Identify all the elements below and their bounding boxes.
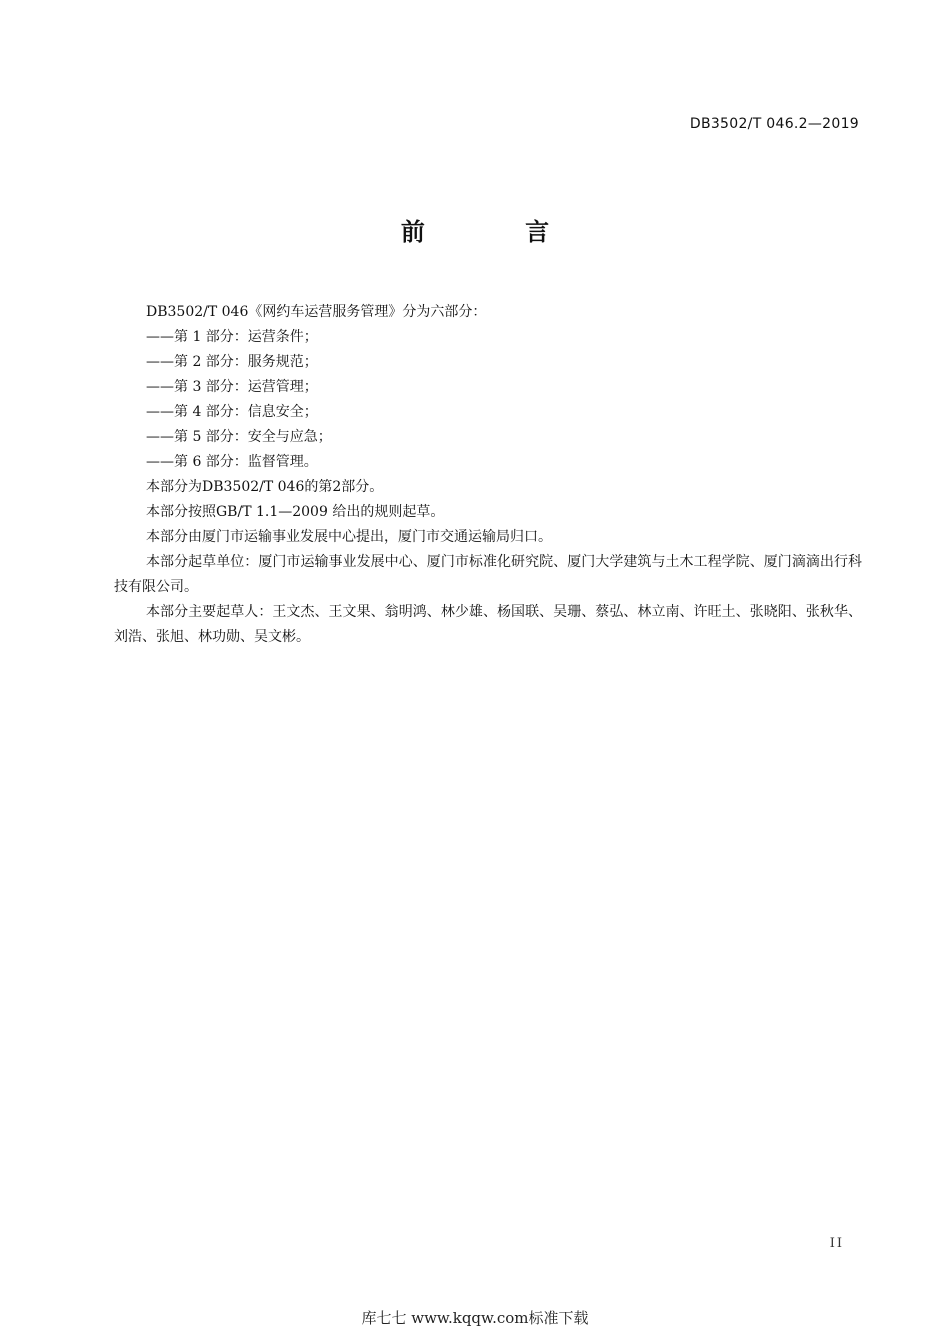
- list-item-part-3: ——第 3 部分：运营管理；: [146, 379, 318, 395]
- document-code: DB3502/T 046.2—2019: [689, 116, 859, 132]
- page-title: 前 言: [400, 218, 596, 246]
- paragraph-drafting-rules: 本部分按照GB/T 1.1—2009 给出的规则起草。: [146, 504, 445, 520]
- list-item-part-5: ——第 5 部分：安全与应急；: [146, 429, 332, 445]
- list-item-part-6: ——第 6 部分：监督管理。: [146, 454, 318, 470]
- page-number: II: [829, 1236, 844, 1251]
- paragraph-drafting-units: 本部分起草单位：厦门市运输事业发展中心、厦门市标准化研究院、厦门大学建筑与土木工程学院、厦门滴滴出行科技有限公司。: [114, 554, 862, 595]
- document-body: [114, 300, 862, 650]
- paragraph-drafters: 本部分主要起草人：王文杰、王文果、翁明鸿、林少雄、杨国联、吴珊、蔡弘、林立南、许旺土、张晓阳、张秋华、刘浩、张旭、林功勋、吴文彬。: [114, 604, 862, 645]
- paragraph-part-statement: 本部分为DB3502/T 046的第2部分。: [146, 479, 384, 495]
- list-item-part-4: ——第 4 部分：信息安全；: [146, 404, 318, 420]
- list-item-part-1: ——第 1 部分：运营条件；: [146, 329, 318, 345]
- paragraph-intro: DB3502/T 046《网约车运营服务管理》分为六部分：: [146, 304, 487, 320]
- list-item-part-2: ——第 2 部分：服务规范；: [146, 354, 318, 370]
- watermark-text: 库七七 www.kqqw.com标准下载: [361, 1309, 589, 1327]
- paragraph-proposer: 本部分由厦门市运输事业发展中心提出，厦门市交通运输局归口。: [146, 529, 552, 545]
